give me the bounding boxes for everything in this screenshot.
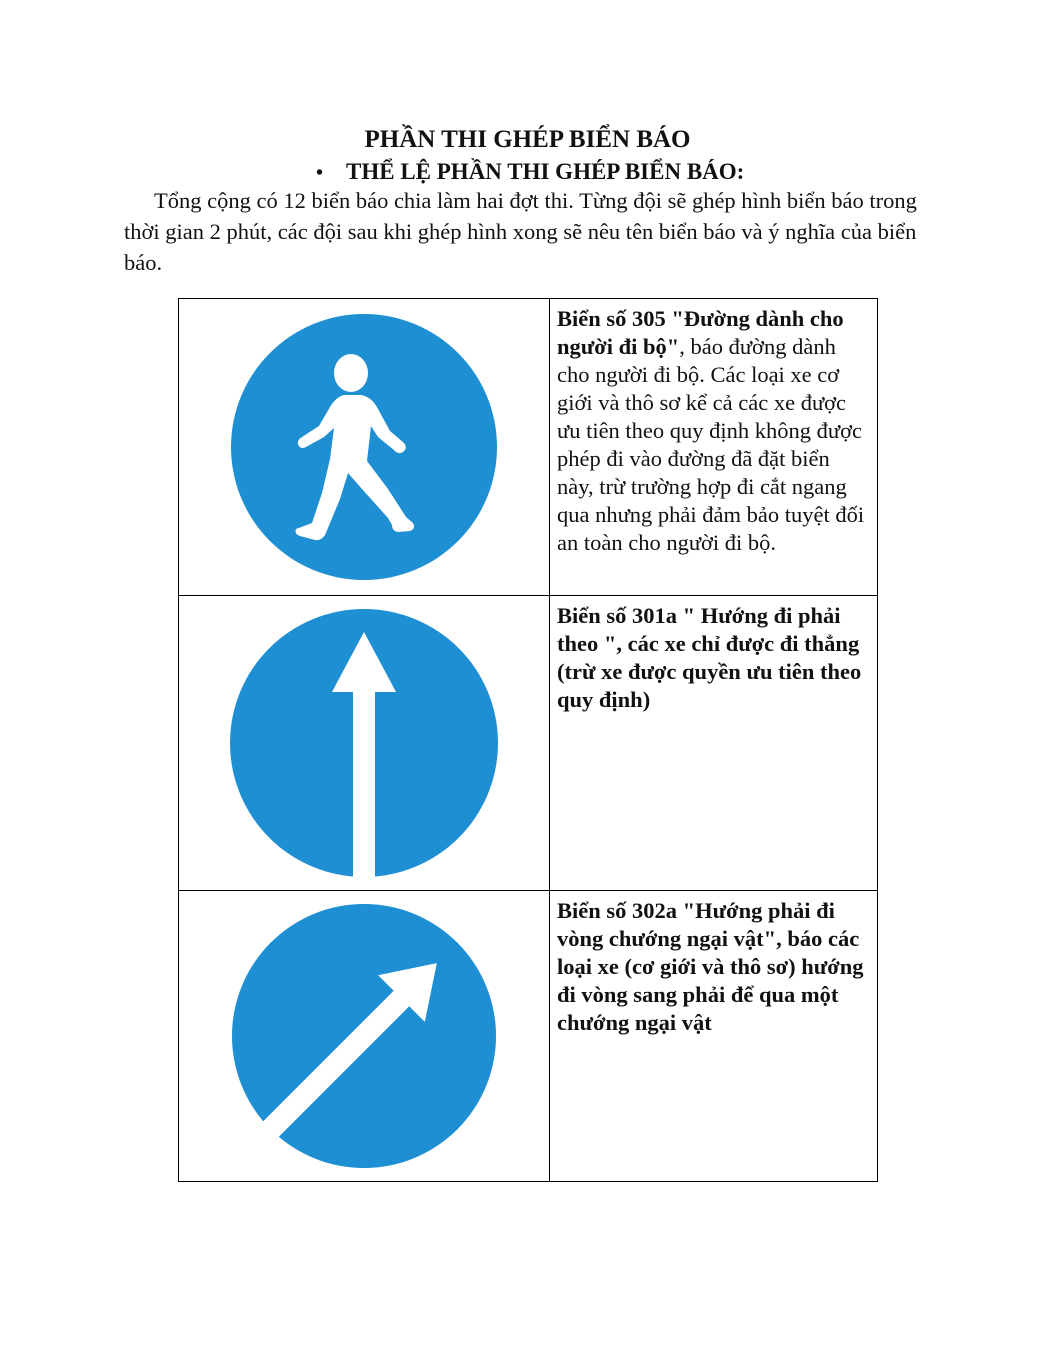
sign-name: Biển số 301a " Hướng đi phải theo ", các xe chỉ được đi thẳng (trừ xe được quyền ưu tiên theo quy định) bbox=[557, 603, 862, 712]
pedestrian-icon bbox=[230, 313, 498, 581]
diagonal-arrow-icon bbox=[231, 903, 497, 1169]
sign-description-cell bbox=[550, 596, 878, 891]
sign-image-cell bbox=[179, 891, 550, 1182]
intro-paragraph: Tổng cộng có 12 biển báo chia làm hai đợt thi. Từng đội sẽ ghép hình biển báo trong thời gian 2 phút, các đội sau khi ghép hình xong sẽ nêu tên biển báo và ý nghĩa của biển báo. bbox=[124, 188, 917, 275]
sign-name: Biển số 302a "Hướng phải đi vòng chướng ngại vật", báo các loại xe (cơ giới và thô sơ) hướng đi vòng sang phải để qua một chướng ngại vật bbox=[557, 898, 864, 1035]
page-title: PHẦN THI GHÉP BIỂN BÁO bbox=[364, 126, 691, 153]
sign-description-cell bbox=[550, 891, 878, 1182]
section-heading bbox=[316, 157, 744, 188]
sign-description-cell bbox=[550, 299, 878, 596]
section-heading-text: THỂ LỆ PHẦN THI GHÉP BIỂN BÁO: bbox=[346, 159, 745, 184]
sign-image-cell bbox=[179, 596, 550, 891]
sign-description: , báo đường dành cho người đi bộ. Các loại xe cơ giới và thô sơ kể cả các xe được ưu tiên theo quy định không được phép đi vào đường đã đặt biển này, trừ trường hợp đi cắt ngang qua nhưng phải đảm bảo tuyệt đối an toàn cho người đi bộ. bbox=[557, 334, 865, 555]
sign-name: Biển số 305 "Đường dành cho người đi bộ" bbox=[557, 306, 844, 359]
table-row bbox=[179, 299, 878, 596]
straight-arrow-icon bbox=[229, 608, 499, 878]
table-row bbox=[179, 891, 878, 1182]
table-row bbox=[179, 596, 878, 891]
bullet-marker: • bbox=[316, 162, 324, 184]
sign-image-cell bbox=[179, 299, 550, 596]
signs-table bbox=[178, 298, 878, 1182]
